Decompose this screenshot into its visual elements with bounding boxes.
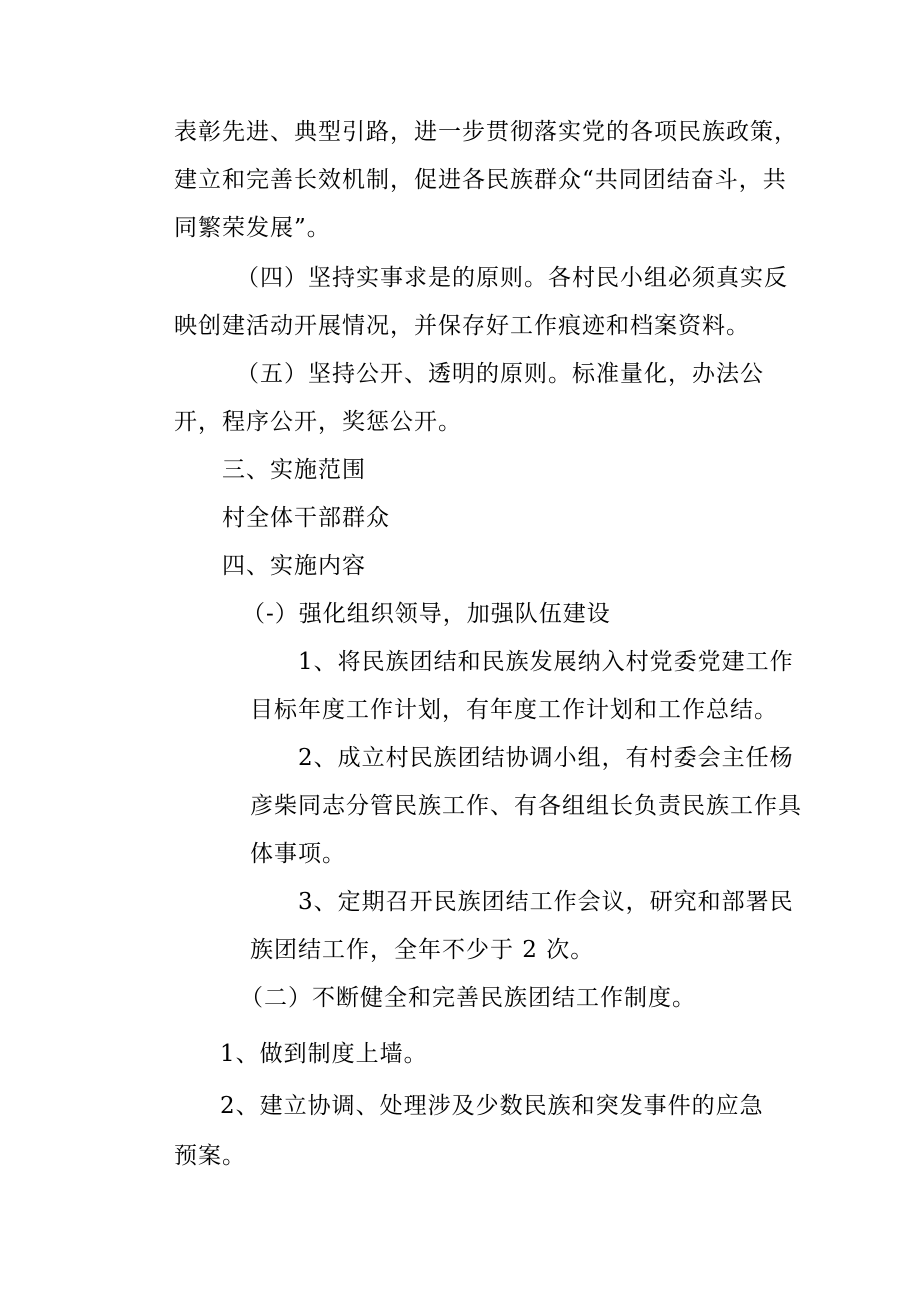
text-line: 族团结工作，全年不少于 2 次。 xyxy=(250,937,595,963)
text-line: 彦柴同志分管民族工作、有各组组长负责民族工作具 xyxy=(250,793,802,819)
text-line: 2、建立协调、处理涉及少数民族和突发事件的应急 xyxy=(220,1093,764,1119)
text-line: 目标年度工作计划，有年度工作计划和工作总结。 xyxy=(250,697,778,723)
text-line: 表彰先进、典型引路，进一步贯彻落实党的各项民族政策， xyxy=(174,119,798,145)
text-line: 1、将民族团结和民族发展纳入村党委党建工作 xyxy=(298,649,794,675)
text-line: （四）坚持实事求是的原则。各村民小组必须真实反 xyxy=(236,265,788,291)
text-line: 村全体干部群众 xyxy=(222,505,390,531)
subsection-heading: （-）强化组织领导，加强队伍建设 xyxy=(242,601,611,627)
text-line: 同繁荣发展”。 xyxy=(174,215,331,241)
text-line: 开，程序公开，奖惩公开。 xyxy=(174,409,462,435)
text-line: 预案。 xyxy=(174,1143,246,1169)
subsection-heading: （二）不断健全和完善民族团结工作制度。 xyxy=(240,985,696,1011)
text-line: （五）坚持公开、透明的原则。标准量化，办法公 xyxy=(236,361,764,387)
text-line: 建立和完善长效机制，促进各民族群众“共同团结奋斗，共 xyxy=(174,167,787,193)
section-heading: 四、实施内容 xyxy=(222,553,366,579)
text-line: 2、成立村民族团结协调小组，有村委会主任杨 xyxy=(298,745,794,771)
text-line: 3、定期召开民族团结工作会议，研究和部署民 xyxy=(298,889,794,915)
text-line: 映创建活动开展情况，并保存好工作痕迹和档案资料。 xyxy=(174,313,750,339)
text-line: 体事项。 xyxy=(250,841,346,867)
text-line: 1、做到制度上墙。 xyxy=(220,1041,428,1067)
section-heading: 三、实施范围 xyxy=(222,457,366,483)
